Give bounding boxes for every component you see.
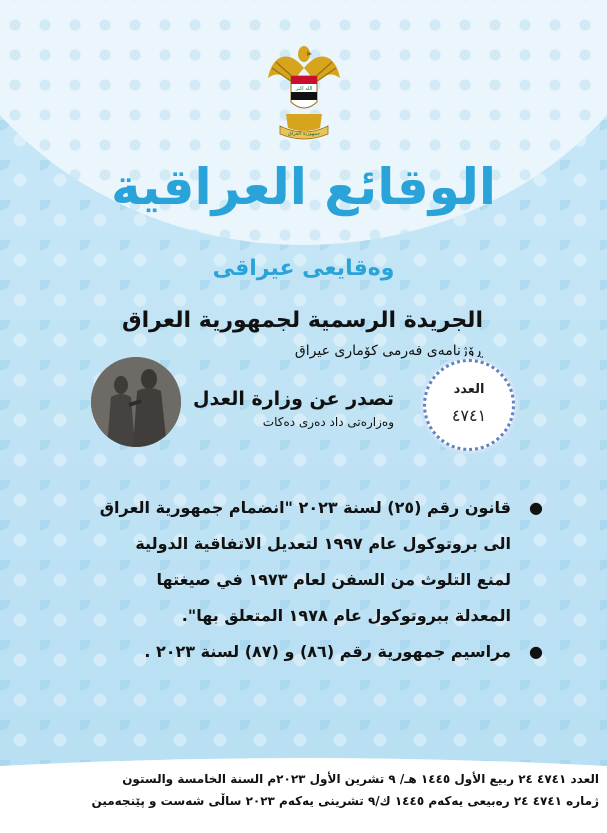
gazette-title: الوقائع العراقية xyxy=(111,158,496,216)
svg-text:الله اكبر: الله اكبر xyxy=(295,86,313,92)
iraq-eagle-emblem-icon xyxy=(266,38,342,142)
list-item-text: مراسيم جمهورية رقم (٨٦) و (٨٧) لسنة ٢٠٢٣ . xyxy=(144,642,511,661)
contents-list xyxy=(99,490,543,670)
official-gazette-label-kurdish: ڕۆژنامەی فەرمی کۆماری عیراق xyxy=(294,343,483,359)
emblem-inscription: جمهورية العراق xyxy=(287,131,321,137)
list-item xyxy=(99,490,543,634)
ancient-relief-photo xyxy=(91,357,181,447)
publisher-label-kurdish: وەزارەتی داد دەری دەکات xyxy=(262,415,394,429)
footer-kurdish: ژمارە ٤٧٤١ ٢٤ رەبیعی یەکەم ١٤٤٥ ك/٩ تشرینی یەکەم ٢٠٢٣ ساڵی شەست و پێنجەمین xyxy=(91,794,599,808)
bullet-icon: ● xyxy=(529,498,543,517)
issue-label: العدد xyxy=(453,382,485,397)
publisher-label: تصدر عن وزارة العدل xyxy=(193,388,394,410)
issue-number: ٤٧٤١ xyxy=(451,406,487,425)
list-item-text: قانون رقم (٢٥) لسنة ٢٠٢٣ "انضمام جمهورية العراق الى بروتوكول عام ١٩٩٧ لتعديل الاتفاقية الدولية لمنع التلوث من السفن لعام ١٩٧٣ في صيغتها المعدلة ببروتوكول عام ١٩٧٨ المتعلق بها". xyxy=(99,498,511,625)
list-item xyxy=(99,634,543,670)
official-gazette-label: الجريدة الرسمية لجمهورية العراق xyxy=(121,308,483,333)
issue-number-badge xyxy=(423,359,515,451)
footer-arabic: العدد ٤٧٤١ ٢٤ ربيع الأول ١٤٤٥ هـ/ ٩ تشرين الأول ٢٠٢٣م السنة الخامسة والستون xyxy=(122,772,599,786)
gazette-title-kurdish: وەقایعی عیراقی xyxy=(212,256,395,281)
footer xyxy=(0,752,607,833)
bullet-icon: ● xyxy=(529,642,543,661)
